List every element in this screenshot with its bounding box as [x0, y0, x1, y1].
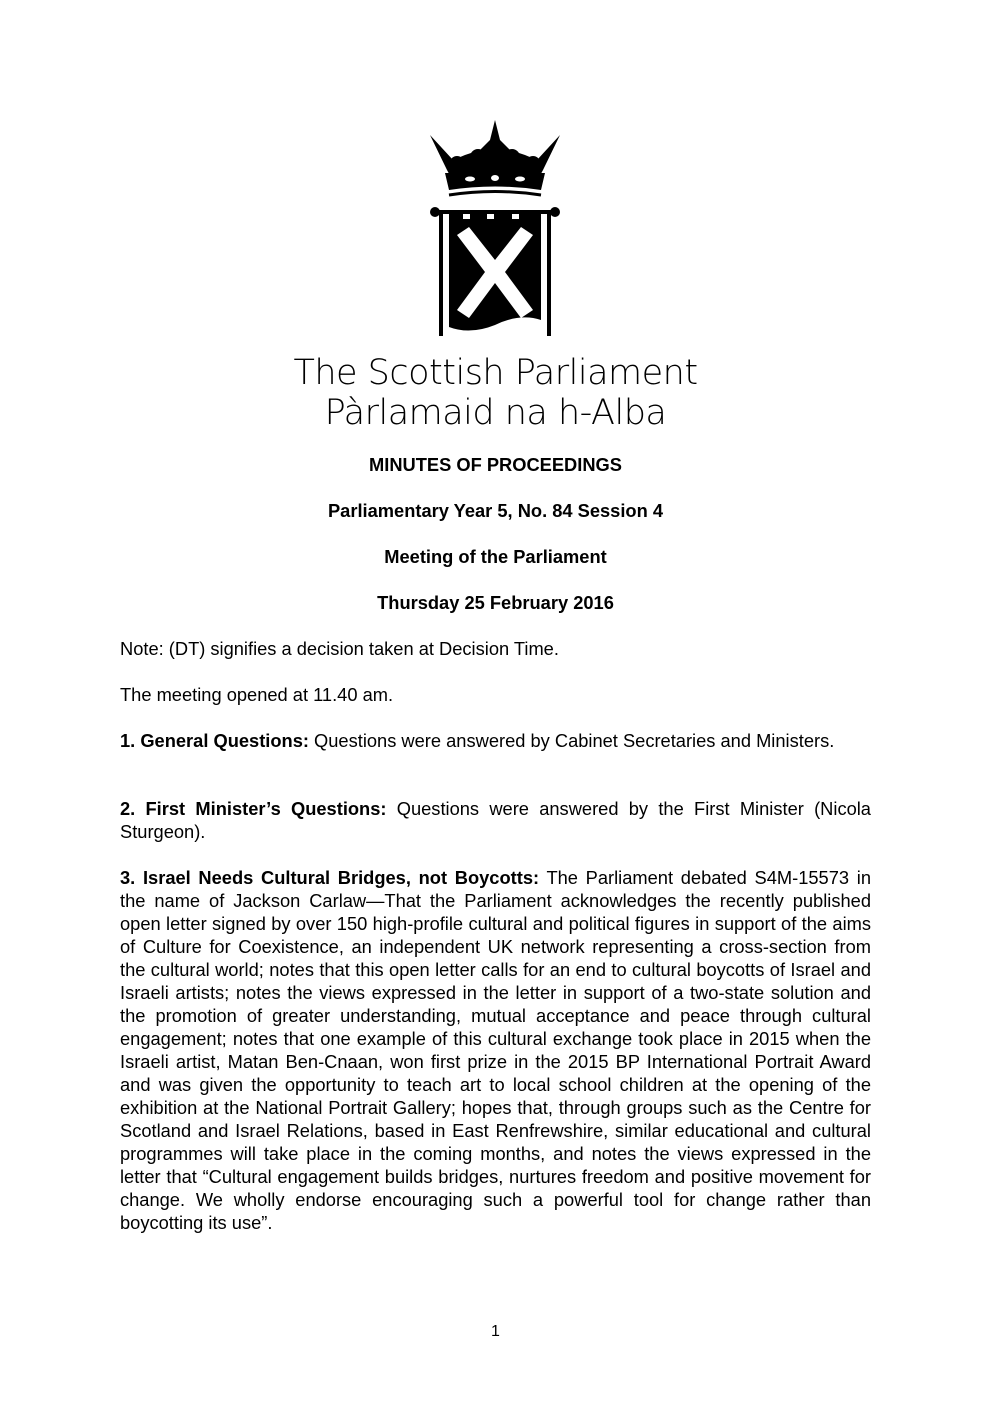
year-number-heading: Parliamentary Year 5, No. 84 Session 4: [327, 500, 663, 521]
item-text: Questions were answered by Cabinet Secretaries and Ministers.: [308, 730, 835, 751]
item-title: 2. First Minister’s Questions:: [120, 798, 387, 819]
document-type-heading: MINUTES OF PROCEEDINGS: [369, 454, 622, 475]
note-paragraph: Note: (DT) signifies a decision taken at Decision Time.: [120, 638, 559, 659]
date-heading: Thursday 25 February 2016: [377, 592, 614, 613]
item-text: The Parliament debated S4M-15573 in the name of Jackson Carlaw—That the Parliament acknowledges the recently published open letter signed by over 150 high-profile cultural and political figures in support of the aims of Culture for Coexistence, an independent UK network representing a cross-section from the cultural world; notes that this open letter calls for an end to cultural boycotts of Israel and Israeli artists; notes the views expressed in the letter in support of a two-state solution and the promotion of greater understanding, mutual acceptance and peace through cultural engagement; notes that one example of this cultural exchange took place in 2015 when the Israeli artist, Matan Ben-Cnaan, won first prize in the 2015 BP International Portrait Award and was given the opportunity to teach art to local school children at the opening of the exhibition at the National Portrait Gallery; hopes that, through groups such as the Centre for Scotland and Israel Relations, based in East Renfrewshire, similar educational and cultural programmes will take place in the coming months, and notes the views expressed in the letter that “Cultural engagement builds bridges, nurtures freedom and positive movement for change. We wholly endorse encouraging such a powerful tool for change rather than boycotting its use”.: [120, 867, 871, 1233]
title-gaelic: Pàrlamaid na h-Alba: [324, 393, 667, 433]
item-text: Questions were answered by the First Minister (Nicola Sturgeon).: [120, 798, 871, 842]
item-general-questions: [120, 729, 871, 752]
item-title: 3. Israel Needs Cultural Bridges, not Boycotts:: [120, 867, 540, 888]
meeting-heading: Meeting of the Parliament: [384, 546, 607, 567]
item-israel-debate: [120, 866, 871, 1234]
scottish-parliament-crest-logo: [425, 115, 565, 345]
opened-paragraph: The meeting opened at 11.40 am.: [120, 684, 394, 705]
title-english: The Scottish Parliament: [293, 353, 698, 393]
page-number: 1: [491, 1323, 500, 1340]
item-title: 1. General Questions:: [120, 730, 309, 751]
item-first-ministers-questions: [120, 797, 871, 843]
